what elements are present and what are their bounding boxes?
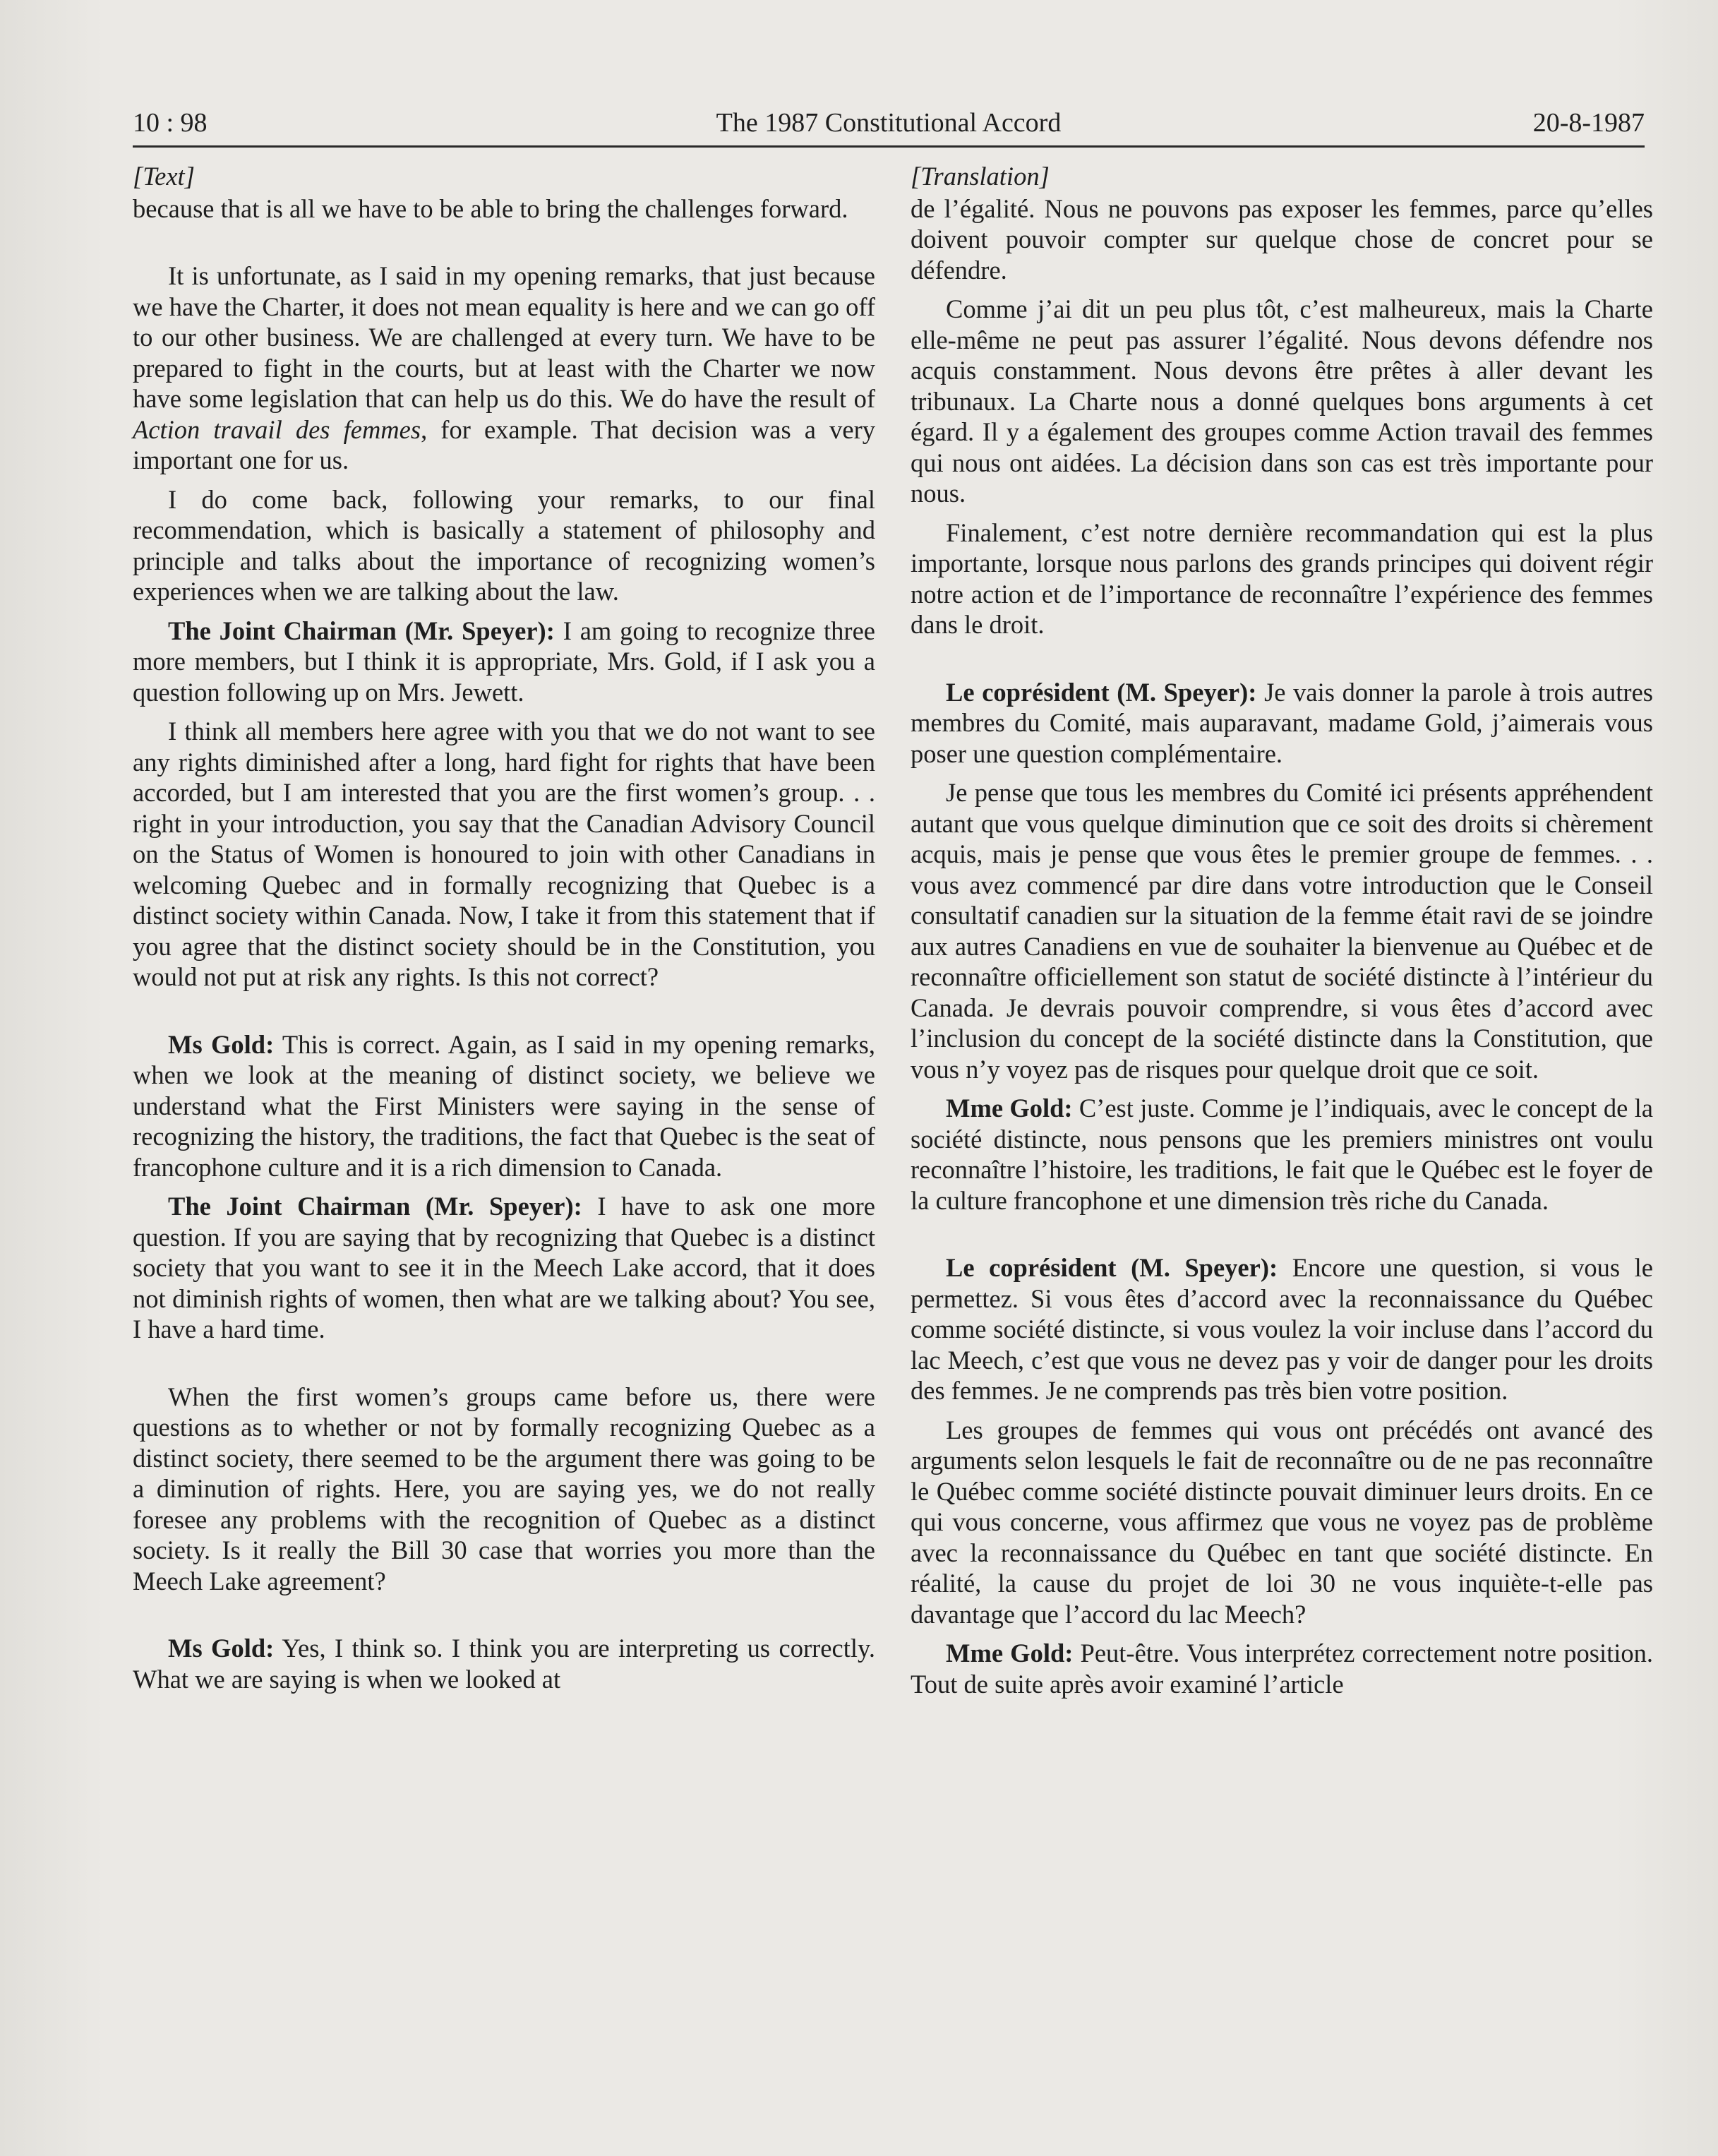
speaker-paragraph: Le coprésident (M. Speyer): Je vais donner la parole à trois autres membres du Comité, mais auparavant, madame Gold, j’aimerais vous poser une question complémentaire. [911,677,1653,768]
french-column [911,161,1653,1699]
speaker-paragraph: The Joint Chairman (Mr. Speyer): I have to ask one more question. If you are saying that by recognizing that Quebec is a distinct society that you want to see it in the Meech Lake accord, that it does not diminish rights of women, then what are we talking about? You see, I have a hard time. [133,1192,875,1343]
page-title: The 1987 Constitutional Accord [716,108,1062,138]
speaker-paragraph: Mme Gold: C’est juste. Comme je l’indiquais, avec le concept de la société distincte, nous pensons que les premiers ministres ont voulu reconnaître l’histoire, les traditions, le fait que le Québec est le foyer de la culture francophone et une dimension très riche du Canada. [911,1094,1653,1215]
speaker-paragraph: Ms Gold: Yes, I think so. I think you are interpreting us correctly. What we are saying is when we looked at [133,1634,875,1694]
paragraph: Je pense que tous les membres du Comité ici présents appréhendent autant que vous quelque diminution que ce soit des droits si chèrement acquis, mais je pense que vous êtes le premier groupe de femmes. . . vous avez commencé par dire dans votre introduction que le Conseil consultatif canadien sur la situation de la femme était ravi de se joindre aux autres Canadiens en vue de souhaiter la bienvenue au Québec et de reconnaître officiellement son statut de société distincte à l’intérieur du Canada. Je devrais pouvoir comprendre, si vous êtes d’accord avec l’inclusion du concept de la société distincte dans la Constitution, que vous n’y voyez pas de risques pour quelque droit que ce soit. [911,778,1653,1084]
paragraph: I do come back, following your remarks, to our final recommendation, which is basically a statement of philosophy and principle and talks about the importance of recognizing women’s experiences when we are talking about the law. [133,484,875,606]
speaker-name: Le coprésident (M. Speyer): [946,1253,1278,1282]
speaker-name: Le coprésident (M. Speyer): [946,677,1257,707]
header-rule [133,145,1645,148]
paragraph: Finalement, c’est notre dernière recommandation qui est la plus importante, lorsque nous parlons des grands principes qui doivent régir notre action et de l’importance de reconnaître l’expérience des femmes dans le droit. [911,517,1653,639]
speaker-paragraph: The Joint Chairman (Mr. Speyer): I am going to recognize three more members, but I think it is appropriate, Mrs. Gold, if I ask you a question following up on Mrs. Jewett. [133,616,875,707]
paragraph: It is unfortunate, as I said in my opening remarks, that just because we have the Charter, it does not mean equality is here and we can go off to our other business. We are challenged at every turn. We have to be prepared to fight in the courts, but at least with the Charter we now have some legislation that can help us do this. We do have the result of Action travail des femmes, for example. That decision was a very important one for us. [133,261,875,474]
page-number: 10 : 98 [133,108,208,138]
paragraph: I think all members here agree with you that we do not want to see any rights diminished after a long, hard fight for rights that have been accorded, but I am interested that you are the first women’s group. . . right in your introduction, you say that the Canadian Advisory Council on the Status of Women is honoured to join with other Canadians in welcoming Quebec and in formally recognizing that Quebec is a distinct society within Canada. Now, I take it from this statement that if you agree that the distinct society should be in the Constitution, you would not put at risk any rights. Is this not correct? [133,717,875,991]
page-date: 20-8-1987 [1532,108,1645,138]
speaker-paragraph: Le coprésident (M. Speyer): Encore une question, si vous le permettez. Si vous êtes d’accord avec la reconnaissance du Québec comme société distincte, si vous voulez la voir incluse dans l’accord du lac Meech, c’est que vous ne devez pas y voir de danger pour les droits des femmes. Je ne comprends pas très bien votre position. [911,1253,1653,1405]
speaker-name: Mme Gold: [946,1094,1073,1122]
speaker-name: Ms Gold: [168,1634,275,1663]
speaker-name: The Joint Chairman (Mr. Speyer): [168,1192,582,1221]
paragraph: because that is all we have to be able to bring the challenges forward. [133,193,848,223]
speaker-name: Mme Gold: [946,1639,1074,1667]
english-column [133,161,875,1694]
speaker-name: The Joint Chairman (Mr. Speyer): [168,616,555,645]
column-label: [Text] [133,162,195,191]
paragraph: Les groupes de femmes qui vous ont précédés ont avancé des arguments selon lesquels le fait de reconnaître ou de ne pas reconnaître le Québec comme société distincte pouvait diminuer leurs droits. En ce qui vous concerne, vous affirmez que vous ne voyez pas de problème avec la reconnaissance du Québec en tant que société distincte. En réalité, la cause du projet de loi 30 ne vous inquiète-t-elle pas davantage que l’accord du lac Meech? [911,1415,1653,1629]
paragraph: When the first women’s groups came before us, there were questions as to whether or not by formally recognizing Quebec as a distinct society, there seemed to be the argument there was going to be a diminution of rights. Here, you are saying yes, we do not really foresee any problems with the recognition of Quebec as a distinct society. Is it really the Bill 30 case that worries you more than the Meech Lake agreement? [133,1382,875,1595]
paragraph: Comme j’ai dit un peu plus tôt, c’est malheureux, mais la Charte elle-même ne peut pas assurer l’égalité. Nous devons défendre nos acquis constamment. Nous devons être prêtes à aller devant les tribunaux. La Charte nous a donné quelques bons arguments à cet égard. Il y a également des groupes comme Action travail des femmes qui nous ont aidées. La décision dans son cas est très importante pour nous. [911,294,1653,508]
speaker-paragraph: Mme Gold: Peut-être. Vous interprétez correctement notre position. Tout de suite après avoir examiné l’article [911,1639,1653,1699]
page-header [133,104,1645,144]
speaker-name: Ms Gold: [168,1029,275,1059]
column-label: [Translation] [911,162,1050,191]
paragraph: de l’égalité. Nous ne pouvons pas exposer les femmes, parce qu’elles doivent pouvoir compter sur quelque chose de concret pour se défendre. [911,193,1653,285]
speaker-paragraph: Ms Gold: This is correct. Again, as I said in my opening remarks, when we look at the meaning of distinct society, we believe we understand what the First Ministers were saying in the sense of recognizing the history, the traditions, the fact that Quebec is the seat of francophone culture and it is a rich dimension to Canada. [133,1029,875,1182]
case-name: Action travail des femmes [133,414,421,444]
